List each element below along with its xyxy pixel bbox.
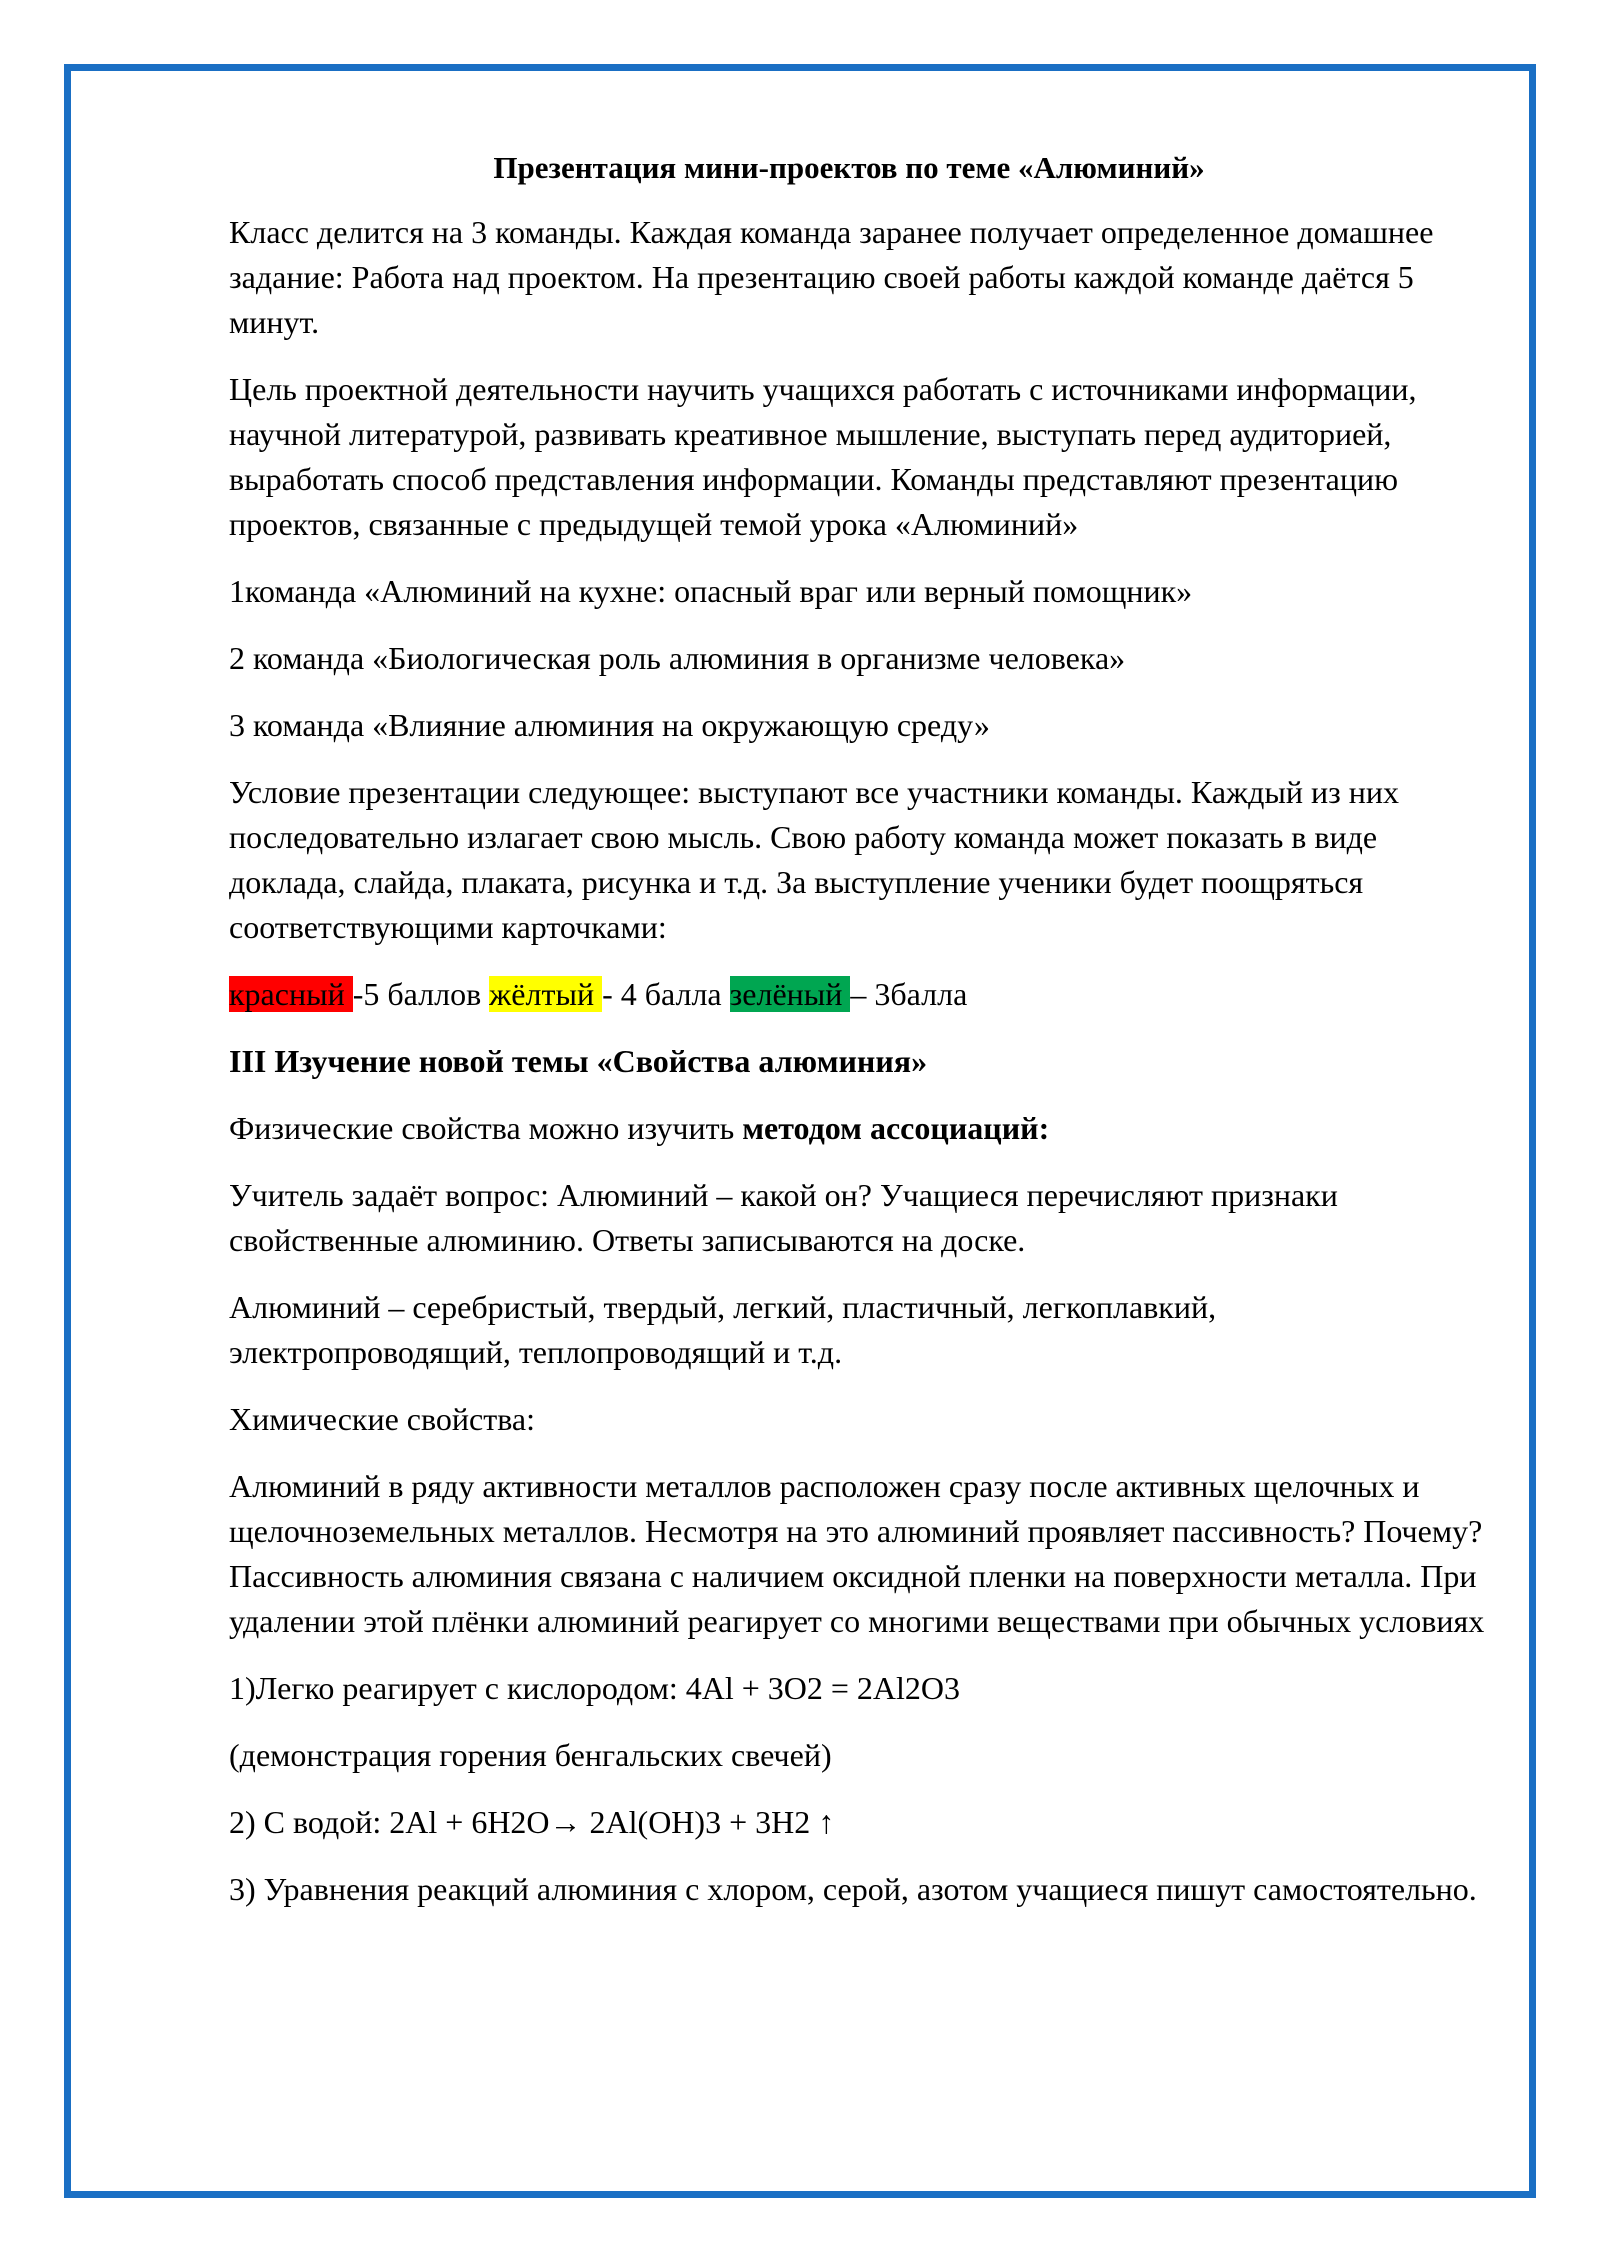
chemical-properties-heading: Химические свойства: (229, 1401, 535, 1437)
reaction-oxygen: 1)Легко реагирует с кислородом: 4Al + 3O2 = 2Al2O3 (229, 1670, 961, 1706)
physical-properties-line (229, 1106, 1489, 1151)
card-yellow-points: - 4 балла (602, 976, 730, 1012)
section-heading (229, 1039, 1489, 1084)
card-yellow-label: жёлтый (489, 976, 603, 1012)
paragraph-passivity: Алюминий в ряду активности металлов расположен сразу после активных щелочных и щелочноземельных металлов. Несмотря на это алюминий проявляет пассивность? Почему? Пассивность алюминия связана с наличием оксидной пленки на поверхности металла. При удалении этой плёнки алюминий реагирует со многими веществами при обычных условиях (229, 1468, 1485, 1639)
association-method: методом ассоциаций: (742, 1110, 1050, 1146)
section-heading-text: III Изучение новой темы «Свойства алюминия» (229, 1043, 928, 1079)
team-1-topic: 1команда «Алюминий на кухне: опасный враг или верный помощник» (229, 573, 1193, 609)
reaction-water: 2) С водой: 2Al + 6H2O→ 2Al(OH)3 + 3H2 ↑ (229, 1804, 835, 1840)
card-green-points: – 3балла (850, 976, 968, 1012)
paragraph-teacher-question: Учитель задаёт вопрос: Алюминий – какой он? Учащиеся перечисляют признаки свойственные алюминию. Ответы записываются на доске. (229, 1177, 1338, 1258)
card-green-label: зелёный (729, 976, 851, 1012)
physical-intro: Физические свойства можно изучить (229, 1110, 743, 1146)
reaction-oxygen-note: (демонстрация горения бенгальских свечей) (229, 1737, 832, 1773)
team-3-topic: 3 команда «Влияние алюминия на окружающую среду» (229, 707, 990, 743)
paragraph-teams-intro: Класс делится на 3 команды. Каждая команда заранее получает определенное домашнее задание: Работа над проектом. На презентацию своей работы каждой команде даётся 5 минут. (229, 214, 1434, 340)
paragraph-conditions: Условие презентации следующее: выступают все участники команды. Каждый из них последовательно излагает свою мысль. Свою работу команда может показать в виде доклада, слайда, плаката, рисунка и т.д. За выступление ученики будет поощряться соответствующими карточками: (229, 774, 1400, 945)
paragraph-goal: Цель проектной деятельности научить учащихся работать с источниками информации, научной литературой, развивать креативное мышление, выступать перед аудиторией, выработать способ представления информации. Команды представляют презентацию проектов, связанные с предыдущей темой урока «Алюминий» (229, 371, 1417, 542)
document-body (229, 148, 1489, 1934)
document-title: Презентация мини-проектов по теме «Алюминий» (493, 150, 1205, 185)
team-2-topic: 2 команда «Биологическая роль алюминия в организме человека» (229, 640, 1126, 676)
card-red-label: красный (229, 976, 353, 1012)
paragraph-properties-list: Алюминий – серебристый, твердый, легкий, пластичный, легкоплавкий, электропроводящий, теплопроводящий и т.д. (229, 1289, 1217, 1370)
card-red-points: -5 баллов (352, 976, 490, 1012)
cards-line (229, 972, 1489, 1017)
reaction-other: 3) Уравнения реакций алюминия с хлором, серой, азотом учащиеся пишут самостоятельно. (229, 1871, 1477, 1907)
